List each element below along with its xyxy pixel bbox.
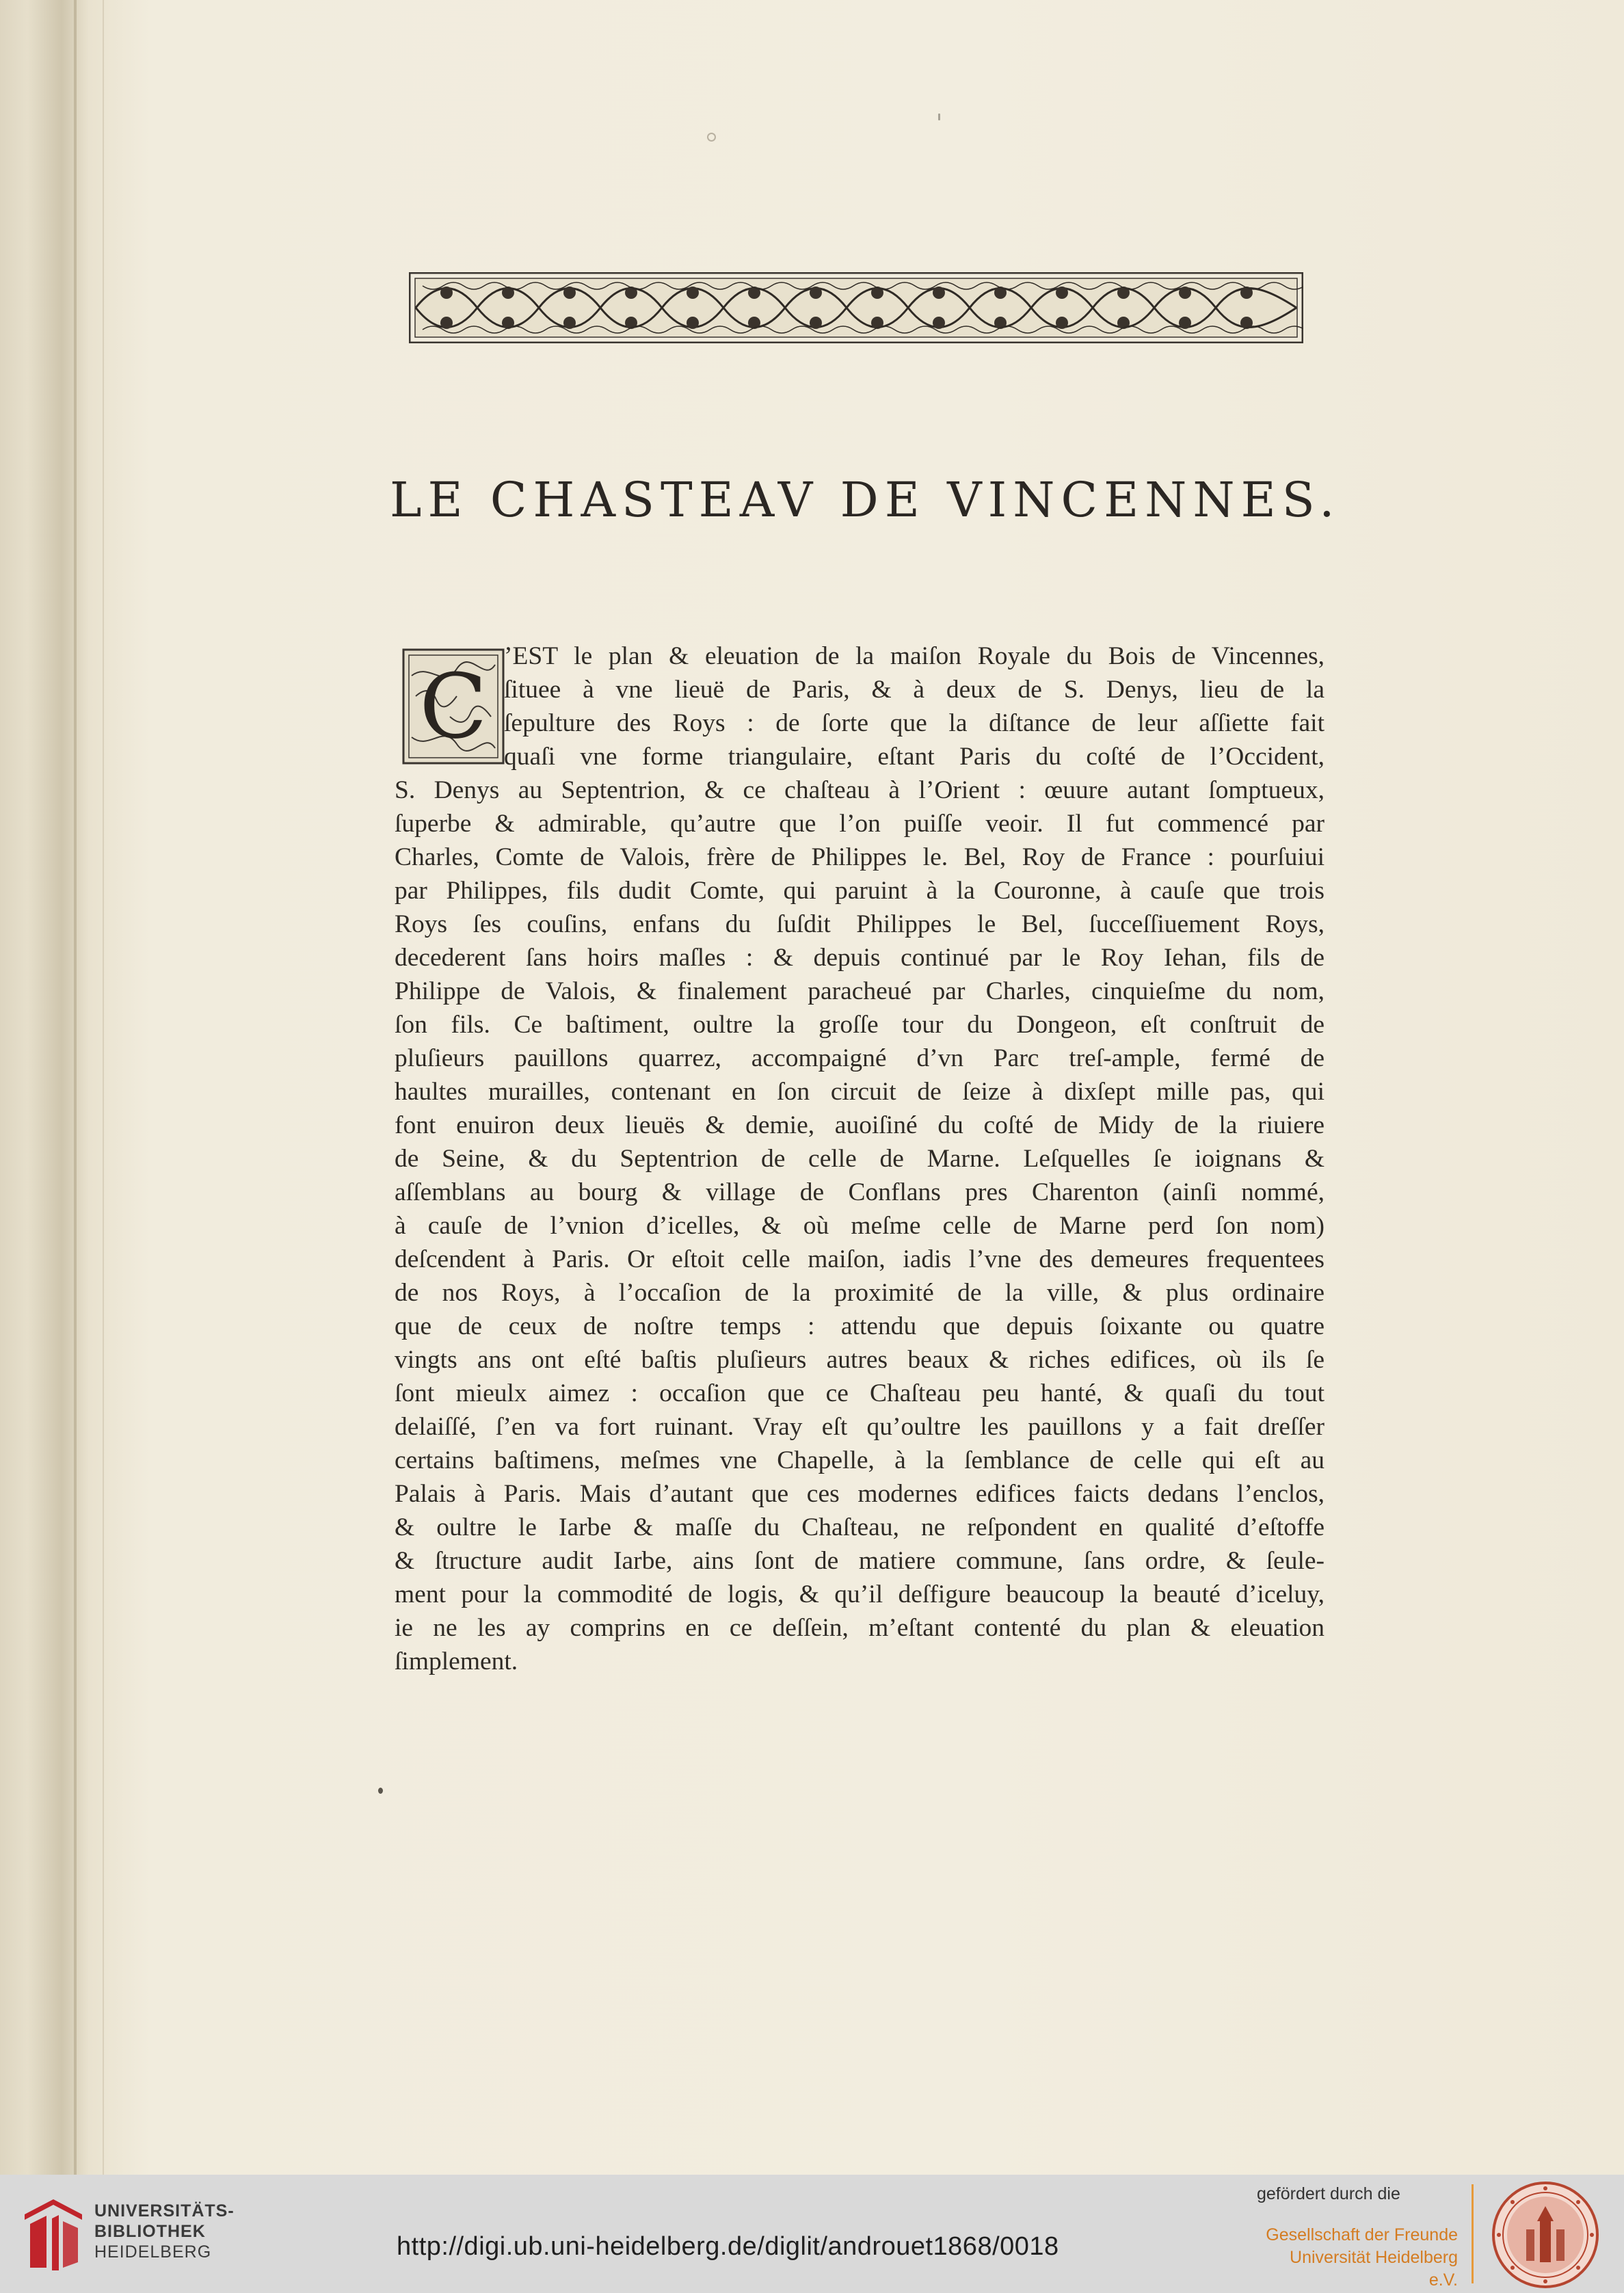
- text-line: aſſemblans au bourg & village de Conflans pres Charenton (ainſi nommé,: [395, 1178, 1325, 1206]
- text-line: & ſtructure audit Iarbe, ains ſont de matiere commune, ſans ordre, & ſeule-: [395, 1547, 1325, 1575]
- text-line: à cauſe de l’vnion d’icelles, & où meſme celle de Marne perd ſon nom): [395, 1212, 1325, 1240]
- text-line: delaiſſé, ſ’en va fort ruinant. Vray eſt qu’oultre les pauillons y a fait dreſſer: [395, 1413, 1325, 1441]
- text-line: ſon fils. Ce baſtiment, oultre la groſſe tour du Dongeon, eſt conſtruit de: [395, 1011, 1325, 1039]
- text-line: ſuperbe & admirable, qu’autre que l’on puiſſe veoir. Il fut commencé par: [395, 810, 1325, 838]
- library-name-line: BIBLIOTHEK: [94, 2222, 206, 2241]
- text-line: vingts ans ont eſté baſtis pluſieurs autres beaux & riches edifices, où ils ſe: [395, 1346, 1325, 1374]
- text-line: haultes murailles, contenant en ſon circuit de ſeize à dixſept mille pas, qui: [395, 1078, 1325, 1106]
- library-name-line: HEIDELBERG: [94, 2242, 212, 2262]
- sponsor-name[interactable]: [1265, 2224, 1458, 2292]
- text-line: ’EST le plan & eleuation de la maiſon Royale du Bois de Vincennes,: [504, 642, 1325, 670]
- decorative-headpiece-ornament: [409, 272, 1303, 343]
- library-name: [94, 2201, 235, 2262]
- text-line: certains baſtimens, meſmes vne Chapelle, à la ſemblance de celle qui eſt au: [395, 1446, 1325, 1474]
- university-library-logo-icon[interactable]: [19, 2194, 88, 2276]
- university-seal-icon[interactable]: [1491, 2180, 1600, 2290]
- paper-speck: [938, 114, 940, 120]
- text-line: Philippe de Valois, & finalement paracheué par Charles, cinquieſme du nom,: [395, 977, 1325, 1005]
- binding-shadow: [74, 0, 77, 2175]
- text-line: ſont mieulx aimez : occaſion que ce Chaſteau peu hanté, & quaſi du tout: [395, 1379, 1325, 1407]
- text-line: que de ceux de noſtre temps : attendu que depuis ſoixante ou quatre: [395, 1312, 1325, 1340]
- text-line: ſepulture des Roys : de ſorte que la diſtance de leur aſſiette fait: [504, 709, 1325, 737]
- text-line: S. Denys au Septentrion, & ce chaſteau à l’Orient : œuure autant ſomptueux,: [395, 776, 1325, 804]
- text-line: Charles, Comte de Valois, frère de Philippes le. Bel, Roy de France : pourſuiui: [395, 843, 1325, 871]
- sponsor-label: gefördert durch die: [1257, 2184, 1400, 2203]
- text-line: ſimplement.: [395, 1647, 518, 1675]
- digitization-footer: [0, 2175, 1624, 2293]
- text-line: & oultre le Iarbe & maſſe du Chaſteau, ne reſpondent en qualité d’eſtoffe: [395, 1513, 1325, 1541]
- sponsor-divider: [1472, 2184, 1474, 2283]
- paper-speck: [378, 1788, 383, 1794]
- text-line: decederent ſans hoirs maſles : & depuis continué par le Roy Iehan, fils de: [395, 944, 1325, 972]
- binding-shadow-secondary: [103, 0, 104, 2175]
- paper-speck: [707, 133, 716, 142]
- text-line: ie ne les ay comprins en ce deſſein, m’eſtant contenté du plan & eleuation: [395, 1614, 1325, 1642]
- sponsor-name-line: Universität Heidelberg e.V.: [1290, 2248, 1458, 2290]
- svg-text:C: C: [419, 654, 488, 758]
- text-line: ſituee à vne lieuë de Paris, & à deux de S. Denys, lieu de la: [504, 676, 1325, 704]
- text-line: Palais à Paris. Mais d’autant que ces modernes edifices faicts dedans l’enclos,: [395, 1480, 1325, 1508]
- text-line: ment pour la commodité de logis, & qu’il deſfigure beaucoup la beauté d’iceluy,: [395, 1580, 1325, 1608]
- text-line: pluſieurs pauillons quarrez, accompaigné d’vn Parc treſ-ample, fermé de: [395, 1044, 1325, 1072]
- text-line: font enuiron deux lieuës & demie, auoiſiné du coſté de Midy de la riuiere: [395, 1111, 1325, 1139]
- text-line: par Philippes, fils dudit Comte, qui paruint à la Couronne, à cauſe que trois: [395, 877, 1325, 905]
- text-line: Roys ſes couſins, enfans du ſuſdit Philippes le Bel, ſucceſſiuement Roys,: [395, 910, 1325, 938]
- body-text: [395, 639, 1325, 1678]
- text-line: de nos Roys, à l’occaſion de la proximité de la ville, & plus ordinaire: [395, 1279, 1325, 1307]
- text-line: de Seine, & du Septentrion de celle de Marne. Leſquelles ſe ioignans &: [395, 1145, 1325, 1173]
- library-name-line: UNIVERSITÄTS-: [94, 2201, 235, 2221]
- text-line: deſcendent à Paris. Or eſtoit celle maiſon, iadis l’vne des demeures frequentees: [395, 1245, 1325, 1273]
- text-line: quaſi vne forme triangulaire, eſtant Paris du coſté de l’Occident,: [504, 743, 1325, 771]
- page-title: LE CHASTEAV DE VINCENNES.: [390, 472, 1341, 528]
- permalink-url[interactable]: http://digi.ub.uni-heidelberg.de/diglit/androuet1868/0018: [397, 2232, 1059, 2261]
- sponsor-name-line: Gesellschaft der Freunde: [1266, 2225, 1458, 2244]
